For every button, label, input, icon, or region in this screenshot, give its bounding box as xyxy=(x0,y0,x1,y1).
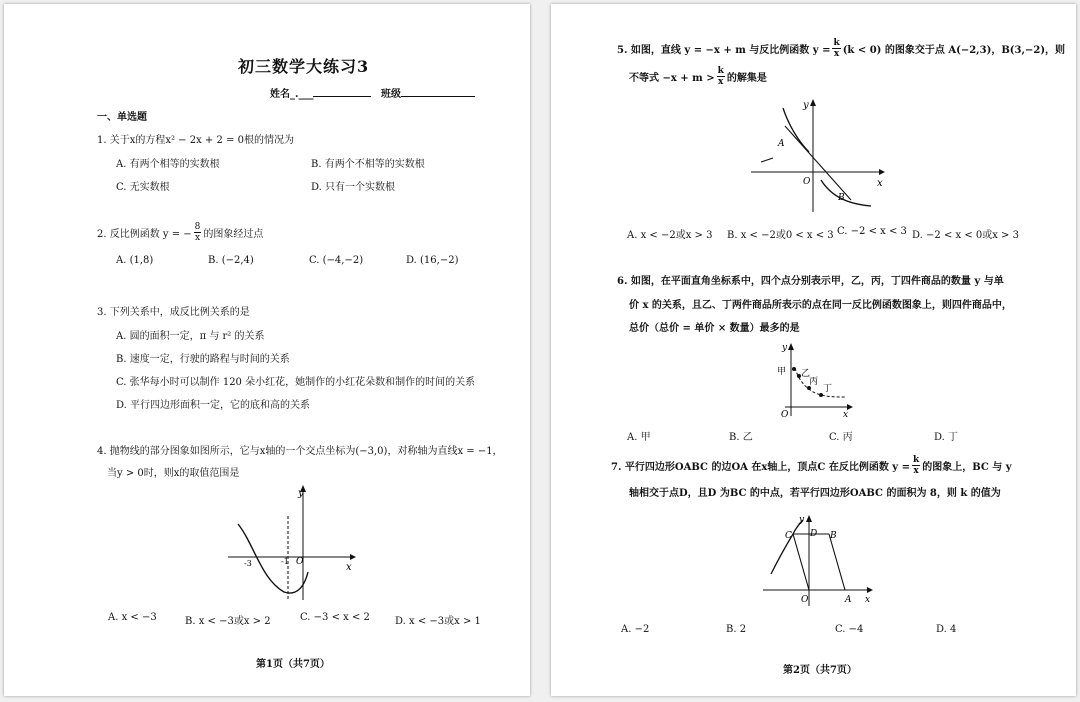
q7-x-label: x xyxy=(865,595,871,605)
q4-neg1-label: -1 xyxy=(281,557,289,566)
q5-line1-post: (k < 0) 的图象交于点 A(−2,3)，B(3,−2)，则 xyxy=(842,45,1066,56)
q5-point-b-label: B xyxy=(838,193,845,203)
q1-option-d: D. 只有一个实数根 xyxy=(311,182,396,193)
q6-line2: 价 x 的关系，且乙、丁两件商品所表示的点在同一反比例函数图象上，则四件商品中， xyxy=(629,300,1012,311)
q5-line2-pre: 不等式 −x + m > xyxy=(629,73,715,84)
q4-option-c: C. −3 < x < 2 xyxy=(300,612,370,623)
q1-option-b: B. 有两个不相等的实数根 xyxy=(311,159,425,170)
q4-x-label: x xyxy=(346,562,352,573)
q4-x-arrow xyxy=(350,554,356,560)
q2-option-a: A. (1,8) xyxy=(116,255,154,266)
q5-y-label: y xyxy=(803,100,809,111)
q7-point-a-label: A xyxy=(845,595,852,605)
q1-option-a: A. 有两个相等的实数根 xyxy=(116,159,220,170)
q2-option-c: C. (−4,−2) xyxy=(309,255,364,266)
q7-option-c: C. −4 xyxy=(835,624,864,635)
q3-option-a: A. 圆的面积一定，π 与 r² 的关系 xyxy=(116,331,265,342)
q5-line1 xyxy=(617,38,1065,59)
page-footer: 第1页（共7页） xyxy=(256,659,330,670)
q4-y-label: y xyxy=(298,488,304,499)
q7-side-ba xyxy=(829,534,845,590)
q5-fraction xyxy=(832,38,840,59)
q7-frac-den: x xyxy=(913,466,919,476)
q5-hyperbola-upper-left xyxy=(783,108,809,152)
q1-option-c: C. 无实数根 xyxy=(116,182,170,193)
q6-yi-label: 乙 xyxy=(801,369,811,379)
q6-line3: 总价（总价 = 单价 × 数量）最多的是 xyxy=(629,323,800,334)
page-title: 初三数学大练习3 xyxy=(238,57,370,76)
q5-frac2-num: k xyxy=(717,66,724,76)
q2-stem-pre: 2. 反比例函数 y = − xyxy=(97,229,192,240)
q6-option-a: A. 甲 xyxy=(627,432,651,443)
q6-option-b: B. 乙 xyxy=(729,432,753,443)
q7-frac-num: k xyxy=(912,455,920,465)
q5-y-arrow xyxy=(810,99,816,106)
q7-y-label: y xyxy=(799,515,805,525)
name-blank xyxy=(313,86,371,97)
q7-fraction xyxy=(912,455,920,476)
q7-x-arrow xyxy=(867,587,873,593)
q3-option-b: B. 速度一定，行驶的路程与时间的关系 xyxy=(116,354,290,365)
q5-option-a: A. x < −2或x > 3 xyxy=(627,230,713,241)
q7-line1-post: 的图象上，BC 与 y xyxy=(922,462,1012,473)
q6-point-jia xyxy=(792,367,796,371)
q2-option-b: B. (−2,4) xyxy=(208,255,254,266)
q5-option-d: D. −2 < x < 0或x > 3 xyxy=(912,230,1019,241)
q5-point-a-label: A xyxy=(778,139,785,149)
q2-fraction xyxy=(194,222,202,243)
q5-option-b: B. x < −2或0 < x < 3 xyxy=(727,230,834,241)
name-label: 姓名 xyxy=(270,89,290,100)
q6-y-arrow xyxy=(788,343,794,350)
q4-option-a: A. x < −3 xyxy=(108,612,157,623)
q7-graph xyxy=(759,514,879,606)
q5-stray-mark xyxy=(761,158,773,162)
q5-graph xyxy=(743,96,888,214)
q7-origin-label: O xyxy=(801,595,809,605)
q7-line1-pre: 7. 平行四边形OABC 的边OA 在x轴上，顶点C 在反比例函数 y = xyxy=(611,462,910,473)
q2-frac-num: 8 xyxy=(194,222,201,232)
q5-hyperbola-lower-right xyxy=(821,180,871,206)
q7-option-a: A. −2 xyxy=(621,624,650,635)
section-heading: 一、单选题 xyxy=(97,112,147,123)
q6-jia-label: 甲 xyxy=(777,367,787,377)
q4-neg3-label: -3 xyxy=(244,559,252,568)
q7-line2: 轴相交于点D，且D 为BC 的中点，若平行四边形OABC 的面积为 8，则 k 的值为 xyxy=(629,488,1001,499)
q5-line1-pre: 5. 如图，直线 y = −x + m 与反比例函数 y = xyxy=(617,45,831,56)
name-field xyxy=(270,85,475,100)
q5-x-arrow xyxy=(879,169,885,175)
q6-line1: 6. 如图，在平面直角坐标系中，四个点分别表示甲，乙，丙，丁四件商品的数量 y 与单 xyxy=(617,276,1004,287)
q6-origin-label: O xyxy=(781,410,789,420)
q6-x-label: x xyxy=(843,410,849,420)
q7-line1 xyxy=(611,455,1012,476)
q4-origin-label: O xyxy=(296,557,304,567)
q6-graph xyxy=(777,340,855,420)
q4-option-b: B. x < −3或x > 2 xyxy=(185,616,271,627)
class-blank xyxy=(401,86,475,97)
q7-option-b: B. 2 xyxy=(726,624,747,635)
q5-line2 xyxy=(629,66,767,87)
q5-line2-post: 的解集是 xyxy=(726,73,767,84)
q5-frac2-den: x xyxy=(718,77,724,87)
q7-option-d: D. 4 xyxy=(936,624,957,635)
q1-stem: 1. 关于x的方程x² − 2x + 2 = 0根的情况为 xyxy=(97,135,294,146)
q3-stem: 3. 下列关系中，成反比例关系的是 xyxy=(97,307,250,318)
q4-parabola-graph xyxy=(226,484,356,604)
q4-line1: 4. 抛物线的部分图象如图所示，它与x轴的一个交点坐标为(−3,0)，对称轴为直线x = −1， xyxy=(97,446,503,457)
q7-point-c-label: C xyxy=(785,531,792,541)
exam-page-1 xyxy=(4,4,530,696)
page-footer: 第2页（共7页） xyxy=(783,665,857,676)
class-label: 班级 xyxy=(380,89,401,100)
q2-option-d: D. (16,−2) xyxy=(406,255,459,266)
q2-stem-post: 的图象经过点 xyxy=(203,229,264,240)
q3-option-c: C. 张华每小时可以制作 120 朵小红花，她制作的小红花朵数和制作的时间的关系 xyxy=(116,377,476,388)
q2-frac-den: x xyxy=(195,233,201,243)
q6-ding-label: 丁 xyxy=(823,384,833,394)
q6-bing-label: 丙 xyxy=(809,377,819,387)
q4-line2: 当y > 0时，则x的取值范围是 xyxy=(107,468,240,479)
name-value: _.___ xyxy=(290,89,314,100)
q5-x-label: x xyxy=(877,178,883,189)
q5-option-c: C. −2 < x < 3 xyxy=(837,226,907,237)
q7-side-co xyxy=(793,534,809,590)
q5-origin-label: O xyxy=(803,177,811,187)
q7-hyperbola xyxy=(771,520,803,574)
q3-option-d: D. 平行四边形面积一定，它的底和高的关系 xyxy=(116,400,311,411)
q4-option-d: D. x < −3或x > 1 xyxy=(395,616,481,627)
q2-stem xyxy=(97,222,263,243)
q5-frac-num: k xyxy=(833,38,840,48)
q6-y-label: y xyxy=(782,343,788,353)
q7-point-b-label: B xyxy=(830,531,837,541)
exam-page-2 xyxy=(551,4,1076,696)
q6-option-c: C. 丙 xyxy=(829,432,853,443)
q5-fraction-2 xyxy=(717,66,725,87)
q7-point-d-label: D xyxy=(810,529,818,539)
q5-line xyxy=(785,126,851,200)
q5-frac-den: x xyxy=(833,49,840,59)
q7-y-arrow xyxy=(806,515,812,522)
q6-option-d: D. 丁 xyxy=(934,432,959,443)
